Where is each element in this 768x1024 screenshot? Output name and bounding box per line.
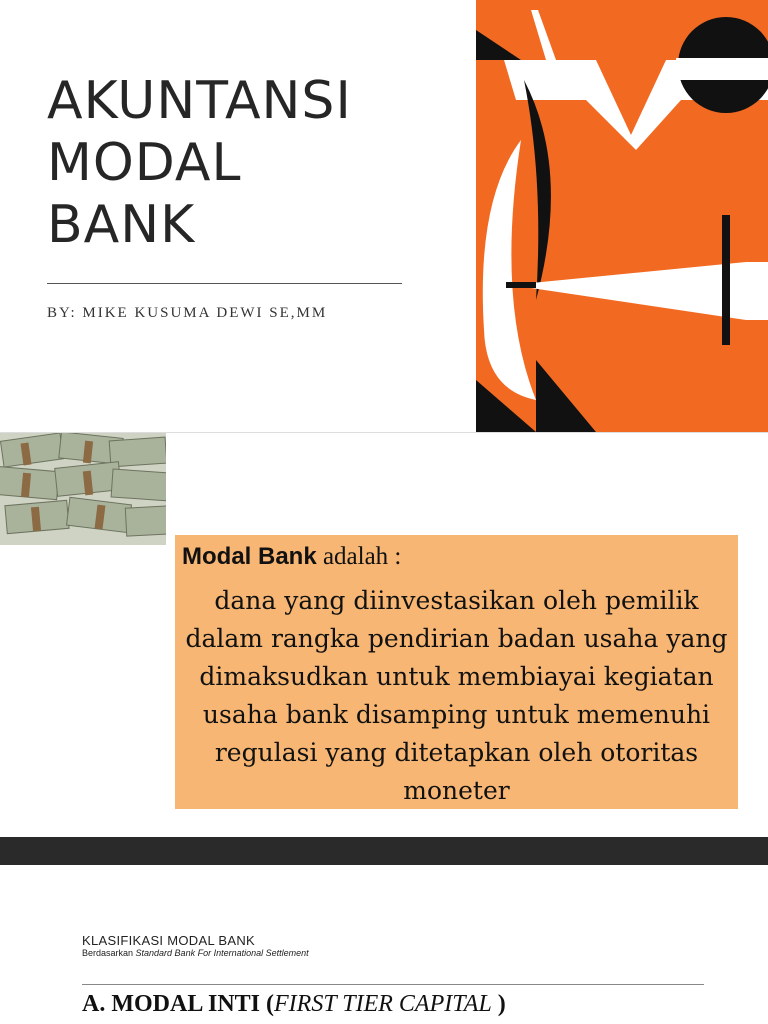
author-byline: BY: MIKE KUSUMA DEWI SE,MM: [47, 305, 328, 321]
title-line-1: AKUNTANSI: [47, 71, 352, 131]
art-black-bar: [722, 215, 730, 345]
heading-suffix: ): [491, 991, 506, 1017]
heading-prefix: A. MODAL INTI (: [82, 991, 275, 1017]
definition-slide: [0, 432, 768, 838]
title-divider: [47, 283, 402, 284]
slide-title: [47, 70, 467, 256]
title-line-3: BANK: [47, 195, 196, 255]
definition-heading: [182, 543, 401, 571]
definition-box: [175, 535, 738, 809]
art-black-beam-tip: [506, 282, 536, 288]
subtitle-standard: Standard Bank For International Settlement: [135, 948, 309, 958]
classification-title: KLASIFIKASI MODAL BANK: [82, 933, 256, 948]
classification-subtitle: [82, 948, 309, 958]
heading-italic: FIRST TIER CAPITAL: [274, 991, 492, 1017]
classification-divider: [82, 984, 704, 985]
slide-divider-band: [0, 837, 768, 865]
definition-text: dana yang diinvestasikan oleh pemilik dalam rangka pendirian badan usaha yang dimaksudkan untuk membiayai kegiatan usaha bank disamping untuk memenuhi regulasi yang ditetapkan oleh otoritas moneter: [185, 586, 728, 805]
art-circle-band: [676, 58, 768, 80]
title-line-2: MODAL: [47, 133, 242, 193]
subtitle-prefix: Berdasarkan: [82, 948, 136, 958]
abstract-art-image: [476, 0, 768, 432]
title-slide: [0, 0, 768, 432]
classification-slide: [0, 865, 768, 1024]
money-stacks-image: [0, 433, 166, 545]
modal-inti-heading: [82, 991, 506, 1018]
definition-connector: adalah :: [316, 543, 402, 570]
definition-term: Modal Bank: [182, 543, 317, 570]
